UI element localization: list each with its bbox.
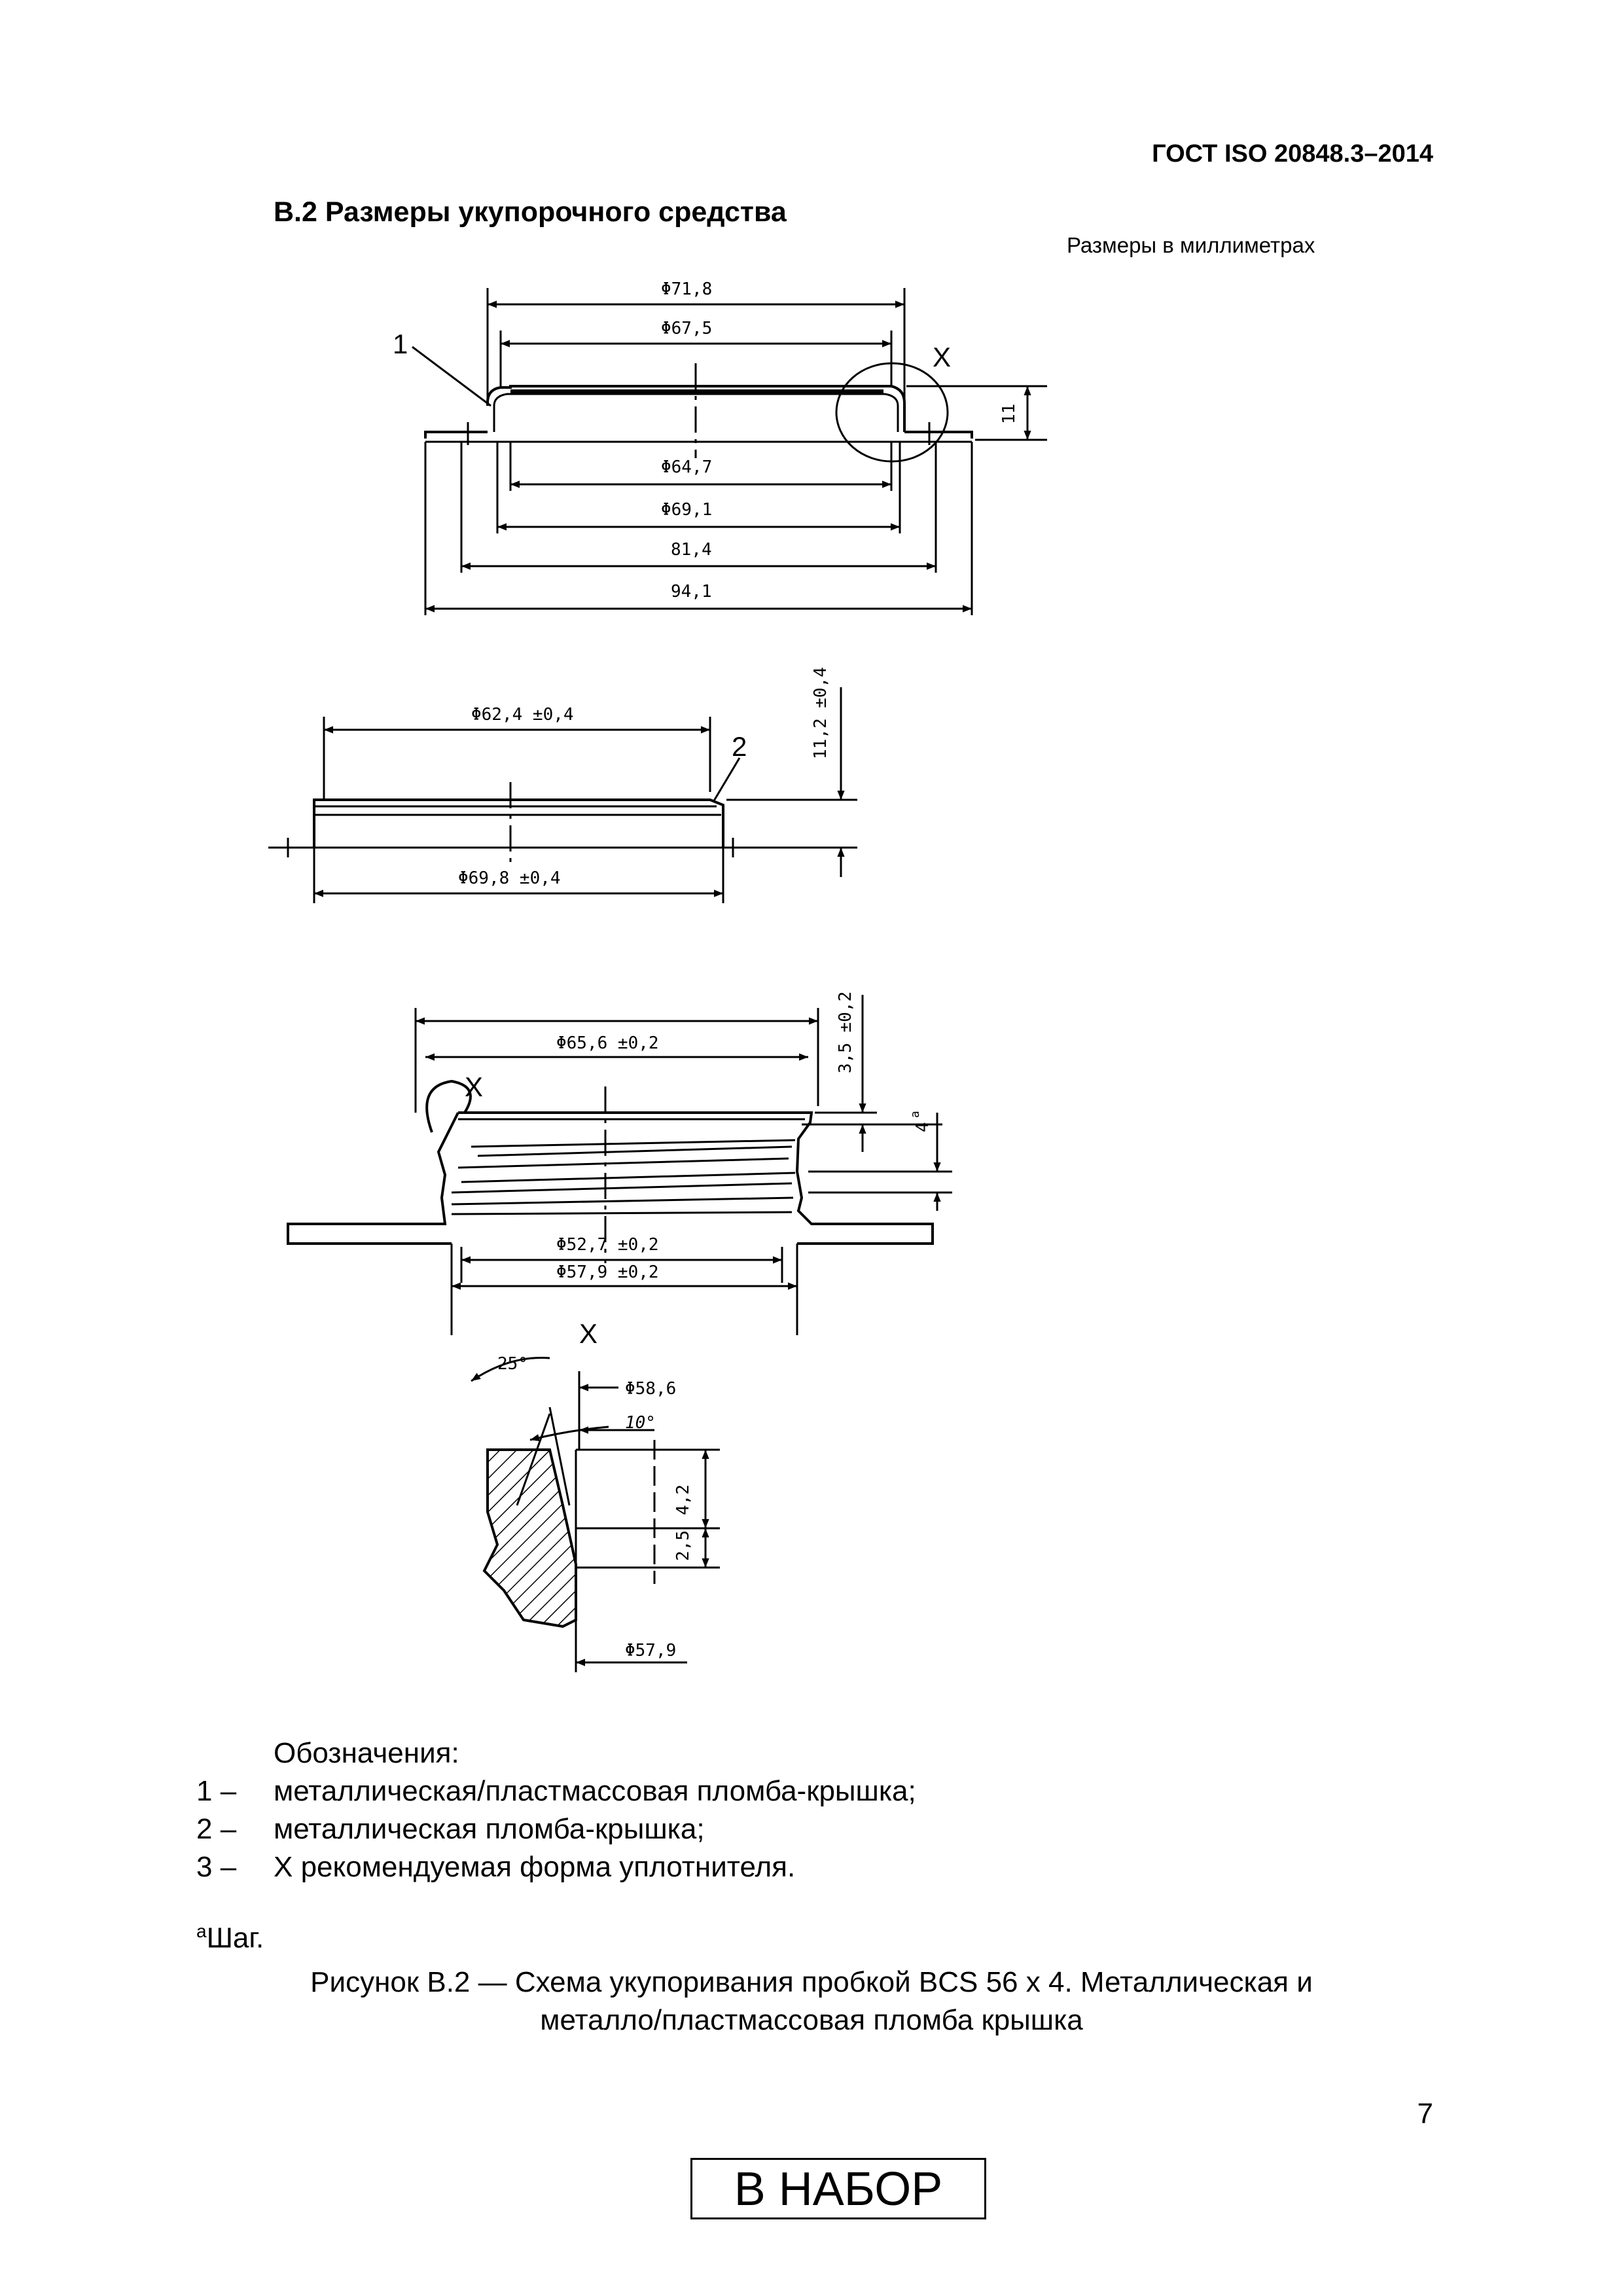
detail-mark-x2: X xyxy=(465,1071,484,1102)
legend-item-num: 1 – xyxy=(196,1775,237,1807)
dim-67-5: Φ67,5 xyxy=(661,319,713,338)
dim-62-4: Φ62,4 ±0,4 xyxy=(471,705,574,725)
dim-94-1: 94,1 xyxy=(671,582,712,601)
dim-64-7: Φ64,7 xyxy=(661,457,713,477)
footnote-mark: a xyxy=(196,1921,207,1941)
units-note: Размеры в миллиметрах xyxy=(1067,233,1315,257)
dim-h-3-5: 3,5 ±0,2 xyxy=(836,991,855,1073)
dim-69-1: Φ69,1 xyxy=(661,500,713,520)
legend-item xyxy=(196,1848,916,1886)
dim-52-7: Φ52,7 ±0,2 xyxy=(556,1235,659,1255)
caption-line-2: металло/пластмассовая пломба крышка xyxy=(540,2004,1083,2036)
section-title: В.2 Размеры укупорочного средства xyxy=(274,196,787,228)
dim-57-9: Φ57,9 ±0,2 xyxy=(556,1263,659,1282)
angle-10: 10° xyxy=(625,1413,656,1433)
dim-65-6: Φ65,6 ±0,2 xyxy=(556,1033,659,1053)
footnote xyxy=(196,1921,264,1955)
legend-item-num: 2 – xyxy=(196,1813,237,1845)
dim-pitch-sup: a xyxy=(908,1111,922,1118)
detail-mark-x1: X xyxy=(933,342,952,372)
dim-57-9-detail: Φ57,9 xyxy=(625,1641,677,1660)
dim-h-11: 11 xyxy=(999,403,1019,424)
dim-4-2: 4,2 xyxy=(673,1484,693,1515)
dim-58-6: Φ58,6 xyxy=(625,1379,677,1399)
dim-81-4: 81,4 xyxy=(671,540,712,560)
dim-pitch: 4 xyxy=(913,1122,933,1132)
dim-2-5: 2,5 xyxy=(673,1530,693,1561)
legend-item-text: X рекомендуемая форма уплотнителя. xyxy=(274,1851,796,1883)
angle-25: 25° xyxy=(497,1354,528,1374)
callout-2: 2 xyxy=(732,731,747,762)
dim-71-8: Φ71,8 xyxy=(661,279,713,299)
legend-item-num: 3 – xyxy=(196,1851,237,1883)
legend-item xyxy=(196,1772,916,1810)
footnote-text: Шаг. xyxy=(206,1922,264,1954)
legend-item-text: металлическая пломба-крышка; xyxy=(274,1813,705,1845)
stamp: В НАБОР xyxy=(690,2158,986,2219)
legend xyxy=(196,1734,916,1886)
figure-caption xyxy=(196,1964,1427,2039)
callout-1: 1 xyxy=(393,329,408,359)
view-1-closure xyxy=(412,288,1047,615)
dim-h-11-2: 11,2 ±0,4 xyxy=(811,667,830,759)
legend-item xyxy=(196,1810,916,1848)
legend-item-text: металлическая/пластмассовая пломба-крышка; xyxy=(274,1775,916,1807)
detail-x-title: X xyxy=(579,1318,598,1349)
standard-number: ГОСТ ISO 20848.3–2014 xyxy=(1152,140,1433,168)
caption-line-1: Рисунок В.2 — Схема укупоривания пробкой BCS 56 x 4. Металлическая и xyxy=(310,1966,1313,1998)
page-number: 7 xyxy=(1417,2098,1433,2130)
legend-heading: Обозначения: xyxy=(274,1737,459,1769)
dim-69-8: Φ69,8 ±0,4 xyxy=(458,869,561,888)
